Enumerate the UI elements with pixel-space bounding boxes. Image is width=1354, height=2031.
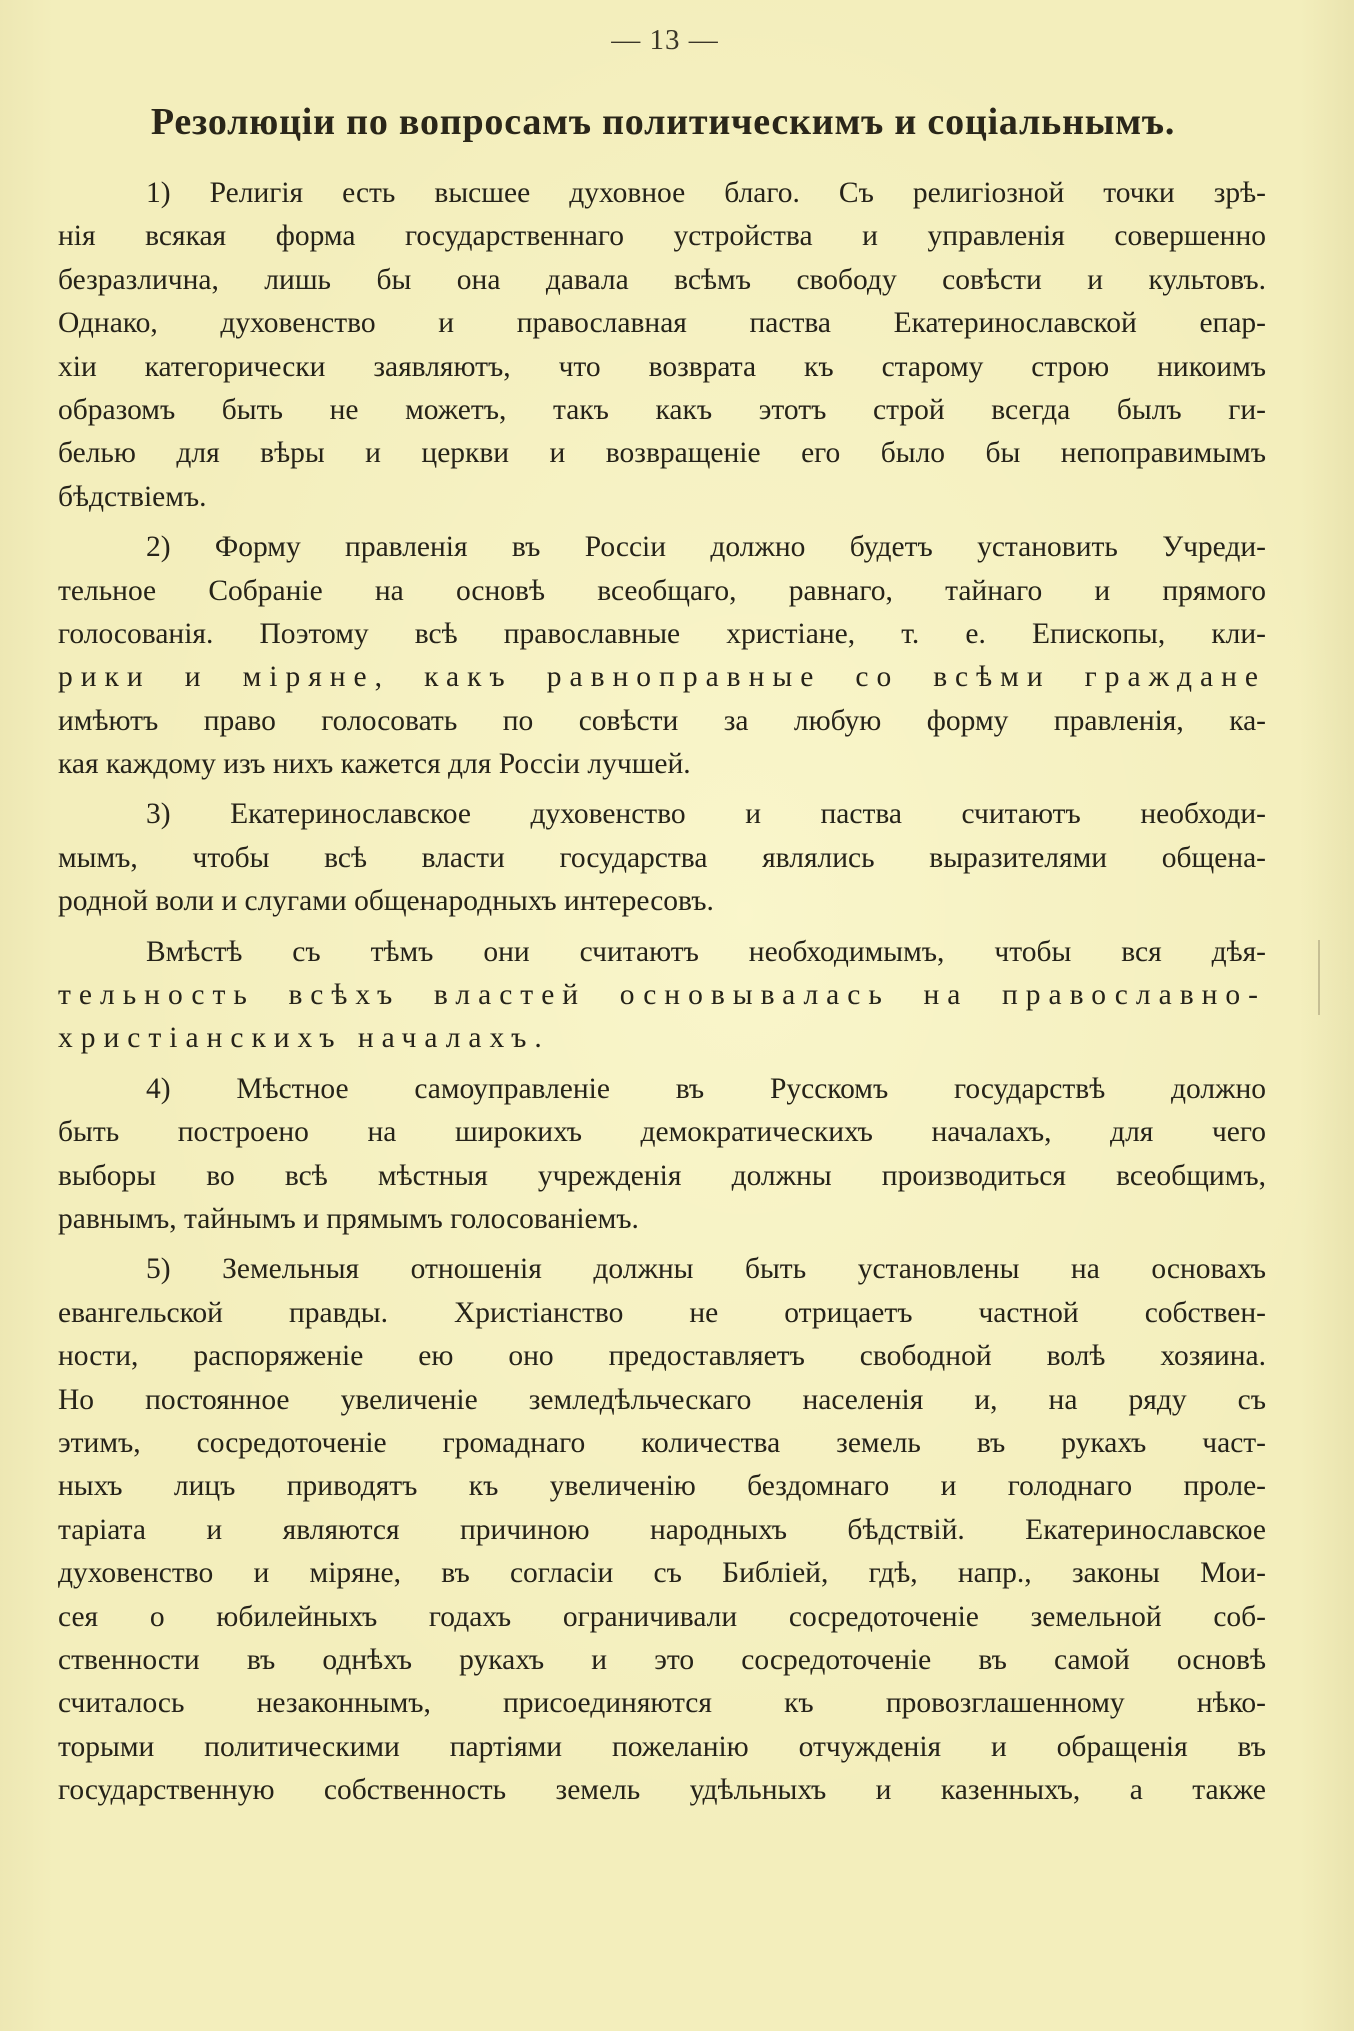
text-line: бѣдствіемъ. <box>58 480 207 513</box>
text-line: Однако, духовенство и православная паства Екатеринославской епар- <box>58 307 1266 340</box>
text-line: торыми политическими партіями пожеланію отчужденія и обращенія въ <box>58 1730 1266 1763</box>
paragraph-3-continued <box>58 931 1266 1061</box>
text-line: ныхъ лицъ приводятъ къ увеличенію бездомнаго и голоднаго проле- <box>58 1470 1266 1503</box>
body-text <box>58 172 1266 1812</box>
text-line: имѣютъ право голосовать по совѣсти за любую форму правленія, ка- <box>58 704 1266 737</box>
text-line: быть построено на широкихъ демократическихъ началахъ, для чего <box>58 1116 1266 1149</box>
text-line: кая каждому изъ нихъ кажется для Россіи лучшей. <box>58 748 691 781</box>
text-line: 2) Форму правленія въ Россіи должно будетъ установить Учреди- <box>146 531 1266 564</box>
text-line: белью для вѣры и церкви и возвращеніе его было бы непоправимымъ <box>58 437 1266 470</box>
text-line: голосованія. Поэтому всѣ православные христіане, т. е. Епископы, кли- <box>58 617 1266 650</box>
text-line: евангельской правды. Христіанство не отрицаетъ частной собствен- <box>58 1296 1266 1329</box>
text-line: 4) Мѣстное самоуправленіе въ Русскомъ государствѣ должно <box>146 1072 1266 1105</box>
page-number: — 13 — <box>611 24 719 56</box>
text-line: 1) Религія есть высшее духовное благо. Съ религіозной точки зрѣ- <box>146 177 1266 209</box>
text-line: равнымъ, тайнымъ и прямымъ голосованіемъ. <box>58 1202 639 1235</box>
paragraph-5 <box>58 1248 1266 1812</box>
text-line: этимъ, сосредоточеніе громаднаго количества земель въ рукахъ част- <box>58 1426 1266 1459</box>
text-line: 5) Земельныя отношенія должны быть установлены на основахъ <box>146 1253 1266 1286</box>
text-line: мымъ, чтобы всѣ власти государства являлись выразителями общена- <box>58 841 1266 874</box>
text-line: ственности въ однѣхъ рукахъ и это сосредоточеніе въ самой основѣ <box>58 1643 1266 1676</box>
text-line: выборы во всѣ мѣстныя учрежденія должны производиться всеобщимъ, <box>58 1159 1266 1192</box>
scan-margin-mark <box>1318 940 1320 1015</box>
text-line: тельное Собраніе на основѣ всеобщаго, равнаго, тайнаго и прямого <box>58 574 1266 607</box>
paragraph-4 <box>58 1068 1266 1242</box>
text-line: родной воли и слугами общенародныхъ интересовъ. <box>58 885 714 918</box>
page-title: Резолюціи по вопросамъ политическимъ и соціальнымъ. <box>150 101 1176 143</box>
text-line: христіанскихъ началахъ. <box>58 1022 550 1055</box>
text-line: духовенство и міряне, въ согласіи съ Библіей, гдѣ, напр., законы Мои- <box>58 1557 1266 1590</box>
text-line: рики и міряне, какъ равноправные со всѣми граждане <box>58 661 1266 694</box>
paragraph-1 <box>58 172 1266 519</box>
text-line: Но постоянное увеличеніе земледѣльческаго населенія и, на ряду съ <box>58 1383 1266 1416</box>
text-line: безразлична, лишь бы она давала всѣмъ свободу совѣсти и культовъ. <box>58 263 1266 296</box>
text-line: таріата и являются причиною народныхъ бѣдствій. Екатеринославское <box>58 1513 1266 1546</box>
text-line: тельность всѣхъ властей основывалась на православно- <box>58 979 1266 1012</box>
text-line: Вмѣстѣ съ тѣмъ они считаютъ необходимымъ, чтобы вся дѣя- <box>146 935 1266 968</box>
text-line: считалось незаконнымъ, присоединяются къ провозглашенному нѣко- <box>58 1687 1266 1720</box>
text-line: 3) Екатеринославское духовенство и паства считаютъ необходи- <box>146 798 1266 831</box>
text-line: нія всякая форма государственнаго устройства и управленія совершенно <box>58 220 1266 253</box>
paragraph-2 <box>58 526 1266 786</box>
text-line: сея о юбилейныхъ годахъ ограничивали сосредоточеніе земельной соб- <box>58 1600 1266 1633</box>
text-line: государственную собственность земель удѣльныхъ и казенныхъ, а также <box>58 1774 1266 1807</box>
text-line: хіи категорически заявляютъ, что возврата къ старому строю никоимъ <box>58 350 1266 383</box>
text-line: образомъ быть не можетъ, такъ какъ этотъ строй всегда былъ ги- <box>58 393 1266 426</box>
text-line: ности, распоряженіе ею оно предоставляетъ свободной волѣ хозяина. <box>58 1340 1266 1373</box>
paragraph-3 <box>58 793 1266 923</box>
